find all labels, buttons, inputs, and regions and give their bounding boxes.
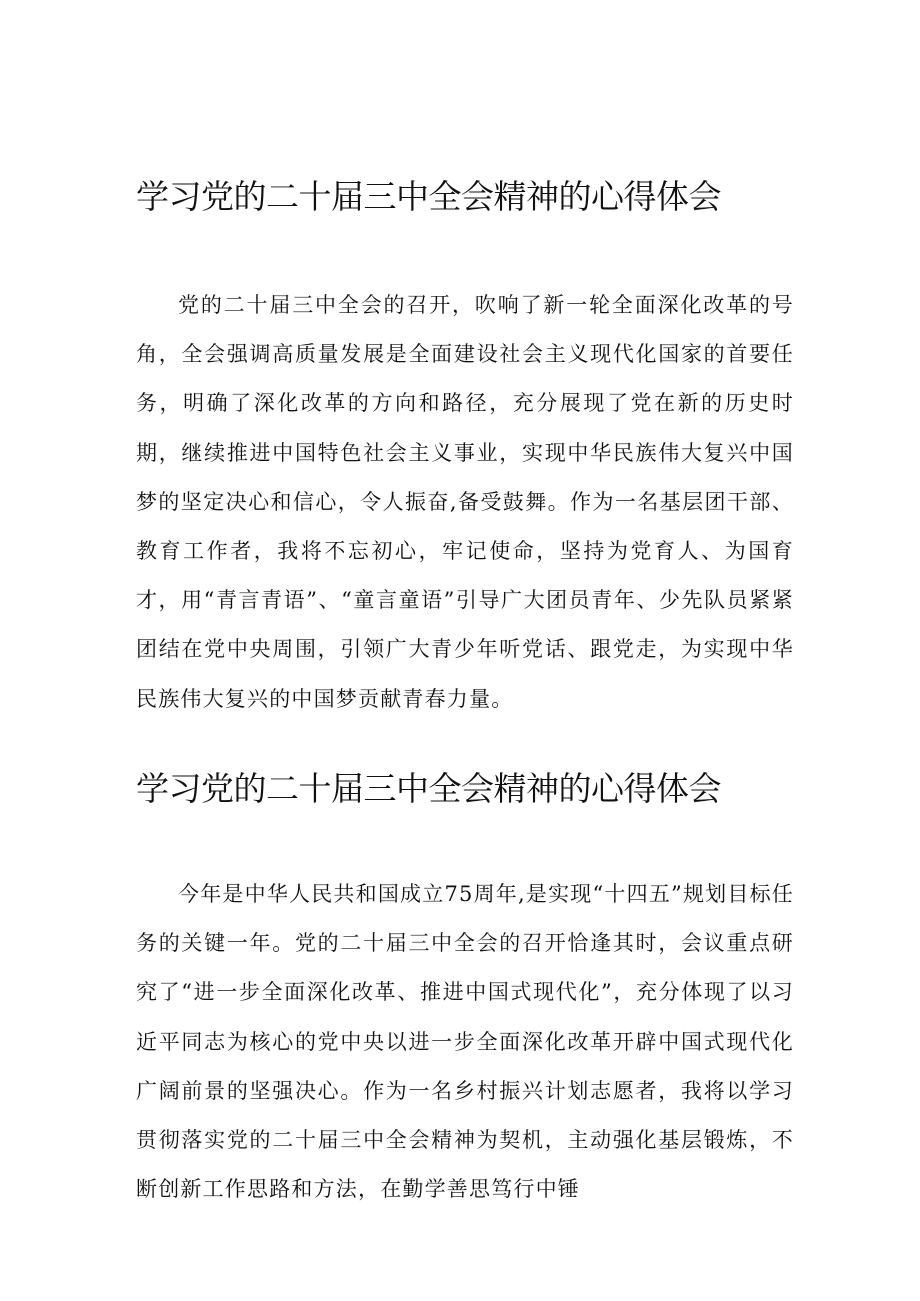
- essay-section-1: [136, 175, 794, 724]
- section-title: 学习党的二十届三中全会精神的心得体会: [136, 177, 721, 216]
- section-paragraph: 党的二十届三中全会的召开，吹响了新一轮全面深化改革的号角，全会强调高质量发展是全面建设社会主义现代化国家的首要任务，明确了深化改革的方向和路径，充分展现了党在新的历史时期，继续推进中国特色社会主义事业，实现中华民族伟大复兴中国梦的坚定决心和信心，令人振奋,备受鼓舞。作为一名基层团干部、教育工作者，我将不忘初心，牢记使命，坚持为党育人、为国育才，用“青言青语”、“童言童语”引导广大团员青年、少先队员紧紧团结在党中央周围，引领广大青少年听党话、跟党走，为实现中华民族伟大复兴的中国梦贡献青春力量。: [136, 293, 794, 711]
- section-title: 学习党的二十届三中全会精神的心得体会: [136, 769, 721, 808]
- essay-section-2: [136, 767, 794, 1214]
- section-paragraph: 今年是中华人民共和国成立75周年,是实现“十四五”规划目标任务的关键一年。党的二十届三中全会的召开恰逢其时，会议重点研究了“进一步全面深化改革、推进中国式现代化”，充分体现了以习近平同志为核心的党中央以进一步全面深化改革开辟中国式现代化广阔前景的坚强决心。作为一名乡村振兴计划志愿者，我将以学习贯彻落实党的二十届三中全会精神为契机，主动强化基层锻炼，不断创新工作思路和方法，在勤学善思笃行中锤: [136, 882, 794, 1202]
